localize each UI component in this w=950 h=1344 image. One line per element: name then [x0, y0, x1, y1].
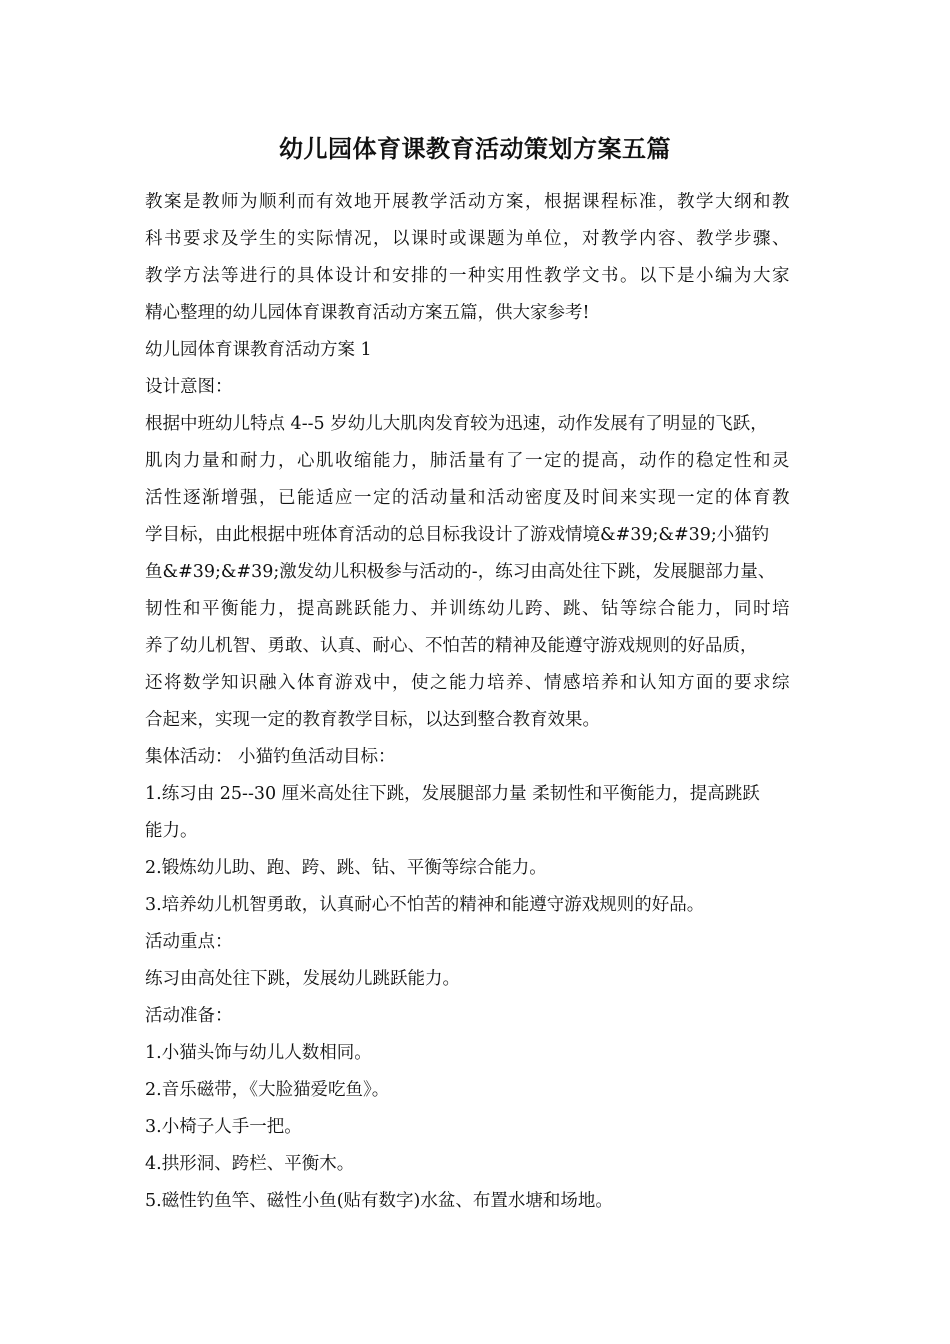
design-line-8: 还将数学知识融入体育游戏中，使之能力培养、情感培养和认知方面的要求综 — [145, 673, 791, 693]
prep-line-4: 4.拱形洞、跨栏、平衡木。 — [145, 1154, 355, 1174]
design-line-7: 养了幼儿机智、勇敢、认真、耐心、不怕苦的精神及能遵守游戏规则的好品质， — [145, 636, 758, 656]
prep-heading: 活动准备： — [145, 1006, 233, 1026]
design-line-9: 合起来，实现一定的教育教学目标，以达到整合教育效果。 — [145, 710, 600, 730]
intro-line-2: 科书要求及学生的实际情况，以课时或课题为单位，对教学内容、教学步骤、 — [145, 229, 791, 249]
prep-line-1: 1.小猫头饰与幼儿人数相同。 — [145, 1043, 372, 1063]
intro-line-1: 教案是教师为顺利而有效地开展教学活动方案，根据课程标准，教学大纲和教 — [145, 192, 791, 212]
focus-line: 练习由高处往下跳，发展幼儿跳跃能力。 — [145, 969, 460, 989]
section1-heading: 幼儿园体育课教育活动方案 1 — [145, 340, 372, 360]
prep-line-5: 5.磁性钓鱼竿、磁性小鱼(贴有数字)水盆、布置水塘和场地。 — [145, 1191, 613, 1211]
design-line-4: 学目标，由此根据中班体育活动的总目标我设计了游戏情境&#39;&#39;小猫钓 — [145, 525, 770, 545]
goal-line-1: 1.练习由 25--30 厘米高处往下跳，发展腿部力量 柔韧性和平衡能力，提高跳跃 — [145, 784, 760, 804]
design-heading: 设计意图： — [145, 377, 233, 397]
prep-line-3: 3.小椅子人手一把。 — [145, 1117, 302, 1137]
intro-line-4: 精心整理的幼儿园体育课教育活动方案五篇，供大家参考! — [145, 303, 590, 323]
design-line-6: 韧性和平衡能力，提高跳跃能力、并训练幼儿跨、跳、钻等综合能力，同时培 — [145, 599, 791, 619]
goal-line-2: 能力。 — [145, 821, 198, 841]
design-line-1: 根据中班幼儿特点 4--5 岁幼儿大肌肉发育较为迅速，动作发展有了明显的飞跃， — [145, 414, 768, 434]
goal-line-4: 3.培养幼儿机智勇敢，认真耐心不怕苦的精神和能遵守游戏规则的好品。 — [145, 895, 705, 915]
collective-heading: 集体活动： 小猫钓鱼活动目标： — [145, 747, 396, 767]
document-body — [145, 184, 813, 1220]
focus-heading: 活动重点： — [145, 932, 233, 952]
design-line-3: 活性逐渐增强，已能适应一定的活动量和活动密度及时间来实现一定的体育教 — [145, 488, 791, 508]
document-title: 幼儿园体育课教育活动策划方案五篇 — [279, 134, 671, 163]
prep-line-2: 2.音乐磁带，《大脸猫爱吃鱼》。 — [145, 1080, 390, 1100]
design-line-2: 肌肉力量和耐力，心肌收缩能力，肺活量有了一定的提高，动作的稳定性和灵 — [145, 451, 791, 471]
intro-line-3: 教学方法等进行的具体设计和安排的一种实用性教学文书。以下是小编为大家 — [145, 266, 791, 286]
design-line-5: 鱼&#39;&#39;激发幼儿积极参与活动的-，练习由高处往下跳，发展腿部力量、 — [145, 562, 776, 582]
goal-line-3: 2.锻炼幼儿助、跑、跨、跳、钻、平衡等综合能力。 — [145, 858, 547, 878]
